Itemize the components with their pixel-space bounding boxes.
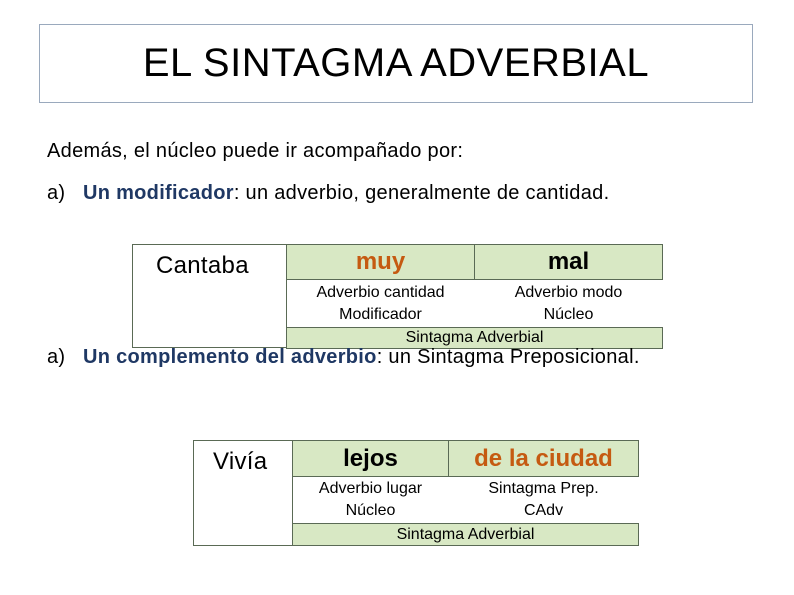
example-2-word-1-class: Adverbio lugar <box>318 480 423 497</box>
example-1-word-2: mal <box>474 244 663 280</box>
intro-text: Además, el núcleo puede ir acompañado por: <box>47 140 464 162</box>
point-1 <box>47 182 609 205</box>
example-2-word-2-class: Sintagma Prep. <box>488 480 599 497</box>
example-1-word-2-class: Adverbio modo <box>514 284 623 301</box>
example-1-word-2-function: Núcleo <box>543 306 594 323</box>
point-2-rest: : un Sintagma Preposicional. <box>376 346 640 368</box>
example-2-word-2: de la ciudad <box>448 440 639 477</box>
example-2-word-1: lejos <box>292 440 449 477</box>
point-1-bold: Un modificador <box>82 182 234 204</box>
example-2-verb: Vivía <box>213 448 268 475</box>
example-2-word-1-function: Núcleo <box>345 502 396 519</box>
example-1-phrase-label: Sintagma Adverbial <box>286 327 663 349</box>
example-2-phrase-label: Sintagma Adverbial <box>292 523 639 546</box>
example-1-word-1-function: Modificador <box>339 306 422 323</box>
point-2-bold: Un complemento del adverbio <box>82 346 377 368</box>
slide-title: EL SINTAGMA ADVERBIAL <box>39 24 753 103</box>
example-1-word-1-class: Adverbio cantidad <box>316 284 445 301</box>
example-1-verb: Cantaba <box>156 252 249 279</box>
point-2 <box>47 346 640 369</box>
point-1-marker: a) <box>47 182 66 204</box>
point-1-rest: : un adverbio, generalmente de cantidad. <box>233 182 610 204</box>
example-2-word-2-function: CAdv <box>523 502 564 519</box>
point-2-marker: a) <box>47 346 66 368</box>
example-1-word-1: muy <box>286 244 475 280</box>
